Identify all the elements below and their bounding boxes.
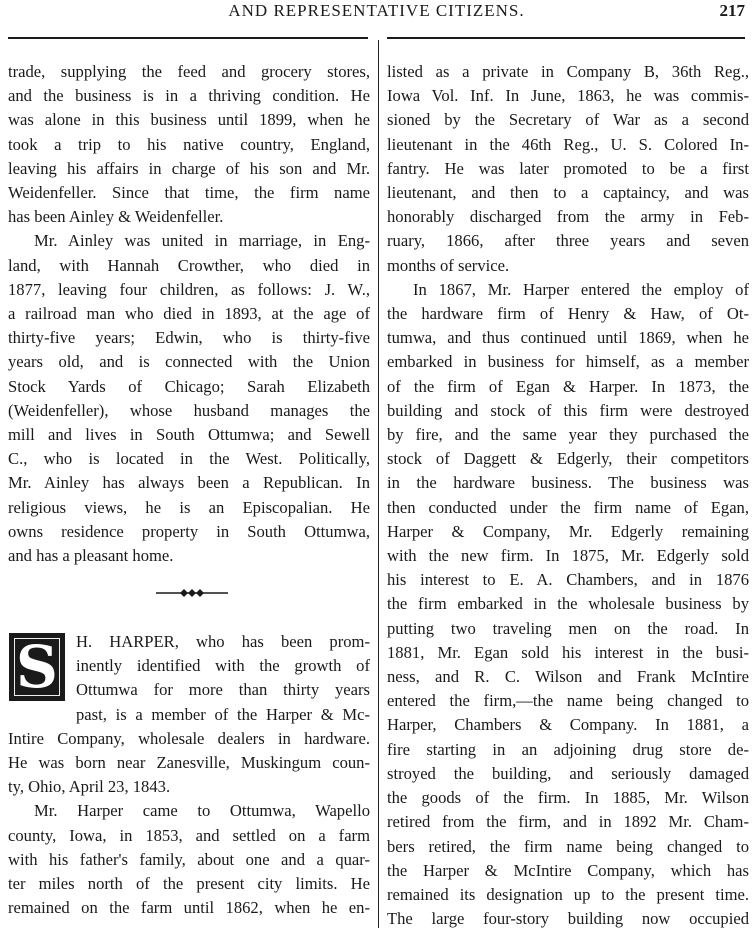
text-line: stock of Daggett & Edgerly, their competitors <box>387 449 749 469</box>
text-line: Mr. Ainley has always been a Republican. In <box>8 473 370 493</box>
text-line: sioned by the Secretary of War as a second <box>387 110 749 130</box>
text-line: Stock Yards of Chicago; Sarah Elizabeth <box>8 376 370 396</box>
ainley-paragraph-1 <box>8 60 370 229</box>
text-line: listed as a private in Company B, 36th Reg., <box>387 62 749 81</box>
text-line: fantry. He was later promoted to be a first <box>387 158 749 178</box>
harper-business-paragraph <box>387 278 749 931</box>
text-line: 1881, Mr. Egan sold his interest in the busi- <box>387 642 749 662</box>
text-line: He was born near Zanesville, Muskingum coun- <box>8 753 370 773</box>
text-line: lieutenant in the 46th Reg., U. S. Colored In- <box>387 134 749 154</box>
text-line: entered the firm,—the name being changed to <box>387 691 749 711</box>
text-line: retired from the firm, and in 1892 Mr. Cham- <box>387 812 749 832</box>
text-line: remained its designation up to the present time. <box>387 884 749 904</box>
text-line: trade, supplying the feed and grocery stores, <box>8 62 370 81</box>
text-line: Iowa Vol. Inf. In June, 1863, he was commis- <box>387 86 749 106</box>
text-line: years old, and is connected with the Union <box>8 352 370 372</box>
text-line: lieutenant, and then to a captaincy, and was <box>387 183 749 203</box>
text-line: ruary, 1866, after three years and seven <box>387 231 749 251</box>
text-line: stroyed the building, and seriously damaged <box>387 763 749 783</box>
text-line: honorably discharged from the army in Feb- <box>387 207 749 227</box>
text-line: with the new firm. In 1875, Mr. Edgerly sold <box>387 546 749 566</box>
text-line: Mr. Ainley was united in marriage, in Eng- <box>34 231 370 251</box>
text-line: a railroad man who died in 1893, at the age of <box>8 304 370 324</box>
text-line: C., who is located in the West. Politically, <box>8 449 370 469</box>
text-line: Weidenfeller. Since that time, the firm name <box>8 183 370 203</box>
left-column <box>8 60 370 568</box>
text-line: 1877, leaving four children, as follows: J. W., <box>8 279 370 299</box>
text-line: of the firm of Egan & Harper. In 1873, the <box>387 376 749 396</box>
text-line: In 1867, Mr. Harper entered the employ of <box>413 279 749 299</box>
right-column <box>387 60 749 931</box>
text-line: mill and lives in South Ottumwa; and Sewell <box>8 425 370 445</box>
text-line: inently identified with the growth of <box>76 656 370 676</box>
text-line: ty, Ohio, April 23, 1843. <box>8 777 171 797</box>
drop-cap-letter: S <box>16 633 58 701</box>
text-line: ness, and R. C. Wilson and Frank McIntire <box>387 667 749 687</box>
text-line: took a trip to his native country, England, <box>8 134 370 154</box>
text-line: months of service. <box>387 255 510 275</box>
text-line: H. HARPER, who has been prom- <box>76 632 370 651</box>
text-line: building and stock of this firm were destroyed <box>387 400 749 420</box>
text-line: Mr. Harper came to Ottumwa, Wapello <box>34 801 370 821</box>
text-line: Intire Company, wholesale dealers in hardware. <box>8 728 370 748</box>
text-line: in the hardware business. The business was <box>387 473 749 493</box>
section-ornament <box>156 587 228 599</box>
text-line: with his father's family, about one and a quar- <box>8 849 370 869</box>
text-line: religious views, he is an Episcopalian. He <box>8 497 370 517</box>
harper-biography <box>8 630 370 920</box>
text-line: leaving his affairs in charge of his son and Mr. <box>8 158 370 178</box>
text-line: Harper & Company, Mr. Edgerly remaining <box>387 521 749 541</box>
text-line: his interest to E. A. Chambers, and in 1876 <box>387 570 749 590</box>
text-line: Harper, Chambers & Company. In 1881, a <box>387 715 749 735</box>
text-line: putting two traveling men on the road. In <box>387 618 749 638</box>
text-line: the Harper & McIntire Company, which has <box>387 860 749 880</box>
text-line: thirty-five years; Edwin, who is thirty-five <box>8 328 370 348</box>
text-line: embarked in business for himself, as a member <box>387 352 749 372</box>
text-line: was alone in this business until 1899, when he <box>8 110 370 130</box>
text-line: past, is a member of the Harper & Mc- <box>76 704 370 724</box>
text-line: remained on the farm until 1862, when he en- <box>8 898 370 918</box>
header-rule-left <box>8 37 368 39</box>
text-line: the hardware firm of Henry & Haw, of Ot- <box>387 304 749 324</box>
text-line: Ottumwa for more than thirty years <box>76 680 370 700</box>
text-line: bers retired, the firm name being changed to <box>387 836 749 856</box>
header-rule-right <box>387 37 745 39</box>
text-line: and has a pleasant home. <box>8 546 174 566</box>
text-line: has been Ainley & Weidenfeller. <box>8 207 224 227</box>
text-line: owns residence property in South Ottumwa, <box>8 521 370 541</box>
text-line: (Weidenfeller), whose husband manages the <box>8 400 370 420</box>
page-header-title: AND REPRESENTATIVE CITIZENS. <box>228 1 525 20</box>
page-number: 217 <box>719 1 745 20</box>
text-line: fire starting in an adjoining drug store de- <box>387 739 749 759</box>
text-line: the firm embarked in the wholesale business by <box>387 594 749 614</box>
text-line: The large four-story building now occupied <box>387 909 749 929</box>
text-line: land, with Hannah Crowther, who died in <box>8 255 370 275</box>
text-line: the goods of the firm. In 1885, Mr. Wilson <box>387 788 749 808</box>
text-line: then conducted under the firm name of Egan, <box>387 497 749 517</box>
text-line: tumwa, and thus continued until 1869, when he <box>387 328 749 348</box>
text-line: by fire, and the same year they purchased the <box>387 425 749 445</box>
text-line: county, Iowa, in 1853, and settled on a farm <box>8 825 370 845</box>
harper-military-paragraph <box>387 60 749 278</box>
text-line: and the business is in a thriving condition. He <box>8 86 370 106</box>
column-divider <box>378 40 379 928</box>
text-line: ter miles north of the present city limits. He <box>8 874 370 894</box>
ainley-paragraph-2 <box>8 229 370 568</box>
